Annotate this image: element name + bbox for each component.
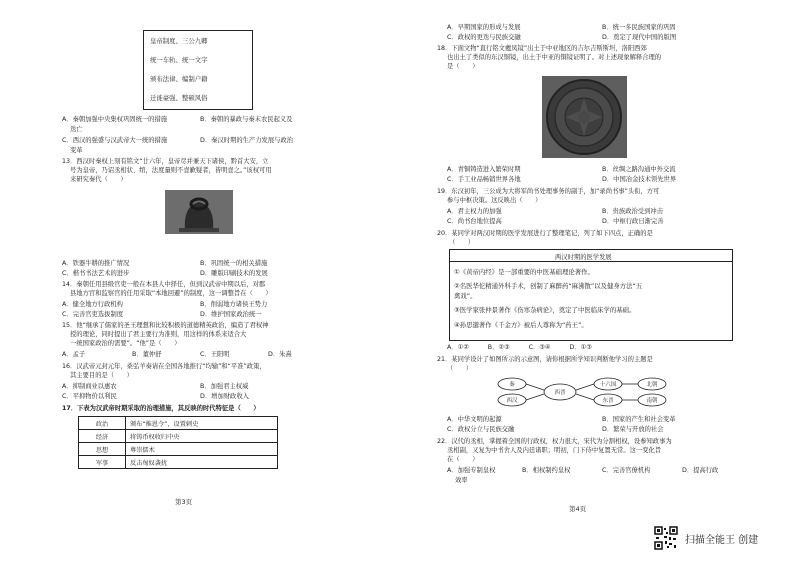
q12-option-d-cont: 变革: [70, 147, 83, 154]
q18-option-c: C．手工业品畅销世界各地: [447, 176, 521, 183]
q12-option-d: D．秦汉时期的生产力发展与政治: [200, 137, 294, 144]
q15-option-d: D．朱熹: [268, 351, 292, 358]
watermark-brand: 扫描全能王 创建: [685, 535, 759, 546]
q22-stem: 丞相副，又复为中书舍人及内廷诸职；明初，门下侍中复置无常。这一变化旨: [447, 447, 662, 454]
diagram-node-label: 南朝: [646, 398, 658, 404]
q15-option-c: C．王阳明: [200, 351, 230, 358]
diagram-node-label: 西汉: [506, 398, 518, 404]
q18-stem: 是（ ）: [447, 63, 479, 70]
q13-option-a: A．铁器牛耕的推广情况: [62, 260, 130, 267]
q18-stem: 也出土了类似的东汉铜镜，出土于中亚的铜镜证明了。对上述现象解释合理的: [447, 54, 662, 61]
q22-option-b: B．相权制约皇权: [522, 467, 571, 474]
q19-stem: 参与中枢决策。这反映出（ ）: [447, 197, 542, 204]
table-cell: 思想: [79, 443, 126, 456]
q22-option-d-cont: 效率: [455, 477, 468, 484]
q15-option-a: A．孟子: [62, 351, 86, 358]
q16-option-d: D．增加财政收入: [200, 393, 249, 400]
q20-options: A．①② B．②③ C．③④ D．①③: [447, 344, 592, 351]
q19-option-d: D．中枢行政日渐完善: [602, 218, 664, 225]
table-cell: 军事: [79, 456, 126, 469]
q19-option-c: C．尚书台地位提高: [447, 218, 502, 225]
bronze-mirror-photo: [542, 76, 627, 158]
q12-box: [143, 30, 253, 110]
q19-option-a: A．君主权力的加强: [447, 208, 502, 215]
right-page: [397, 0, 794, 561]
q17-table: [78, 416, 278, 469]
table-cell: 经济: [79, 430, 126, 443]
q15-option-b: B．董仲舒: [132, 351, 162, 358]
q21-stem: 21．某同学设计了如图所示的示意图，请你根据所学知识判断他学习的主题是: [437, 356, 653, 363]
table-row: [79, 430, 278, 443]
q16-option-a: A．抑制商业以惠农: [62, 383, 117, 390]
table-cell: 反击匈奴袭扰: [126, 456, 278, 469]
q17-option-b: B．统一多民族国家的巩固: [602, 24, 676, 31]
q18-option-d: D．中国冶金技术领先世界: [602, 176, 677, 183]
q13-option-c: C．楷书书法艺术的进步: [62, 270, 130, 277]
table-row: [79, 443, 278, 456]
q14-stem: 14．秦朝任用县级官吏一般在本县人中择任，但到汉武帝中期以后，对郡: [62, 281, 266, 288]
q17-option-d: D．奠定了现代中国的版图: [602, 34, 677, 41]
q20-item: ①《黄帝内经》是一部重要的中医基础理论著作。: [454, 268, 594, 276]
q12-option-c: C．西汉的强盛与汉武帝大一统的措施: [62, 137, 168, 144]
q15-stem: 15．他“继承了儒家的圣王理想和比较积极的道德精英政治，编造了君权神: [62, 322, 269, 329]
q20-box-title: 两汉时期的医学发展: [555, 254, 612, 261]
diagram-node-label: 东晋: [602, 398, 614, 404]
q20-box: [449, 249, 733, 341]
q18-option-a: A．青铜铸造进入繁荣时期: [447, 166, 521, 173]
diagram-node-label: 秦: [509, 382, 515, 388]
q22-option-d: D．提高行政: [682, 467, 719, 474]
q17-stem: 17．下表为汉武帝时期采取的治理措施，其反映的时代特征是（ ）: [62, 405, 260, 412]
table-cell: 颁布“推恩令”，设置刺史: [126, 417, 278, 430]
table-cell: 政治: [79, 417, 126, 430]
q22-stem: 在（ ）: [447, 456, 479, 463]
page-number: 第3页: [175, 498, 193, 506]
q14-option-a: A．健全地方行政机构: [62, 301, 123, 308]
q21-option-c: C．政权分立与民族交融: [447, 426, 515, 433]
q14-stem: 县地方官和监察官的任用采取“本地回避”的制度，这一调整旨在（ ）: [70, 290, 272, 297]
q13-stem: 来研究秦代（ ）: [70, 176, 127, 183]
q18-option-b: B．丝绸之路沟通中外交流: [602, 166, 676, 173]
table-row: [79, 417, 278, 430]
q20-item: ②名医华佗精通外科手术，创制了麻醉药“麻沸散”以及健身方法“五: [454, 282, 643, 290]
q20-item: ④孙思邈著作《千金方》被后人尊称为“药王”。: [454, 321, 588, 329]
q14-option-b: B．削弱地方诸侯王势力: [200, 301, 268, 308]
q12-box-line: 颁布法律、编制户籍: [150, 75, 208, 83]
q15-stem: 授的理论，同时提出了君主要行为准则，用这样的体系来适合大: [70, 331, 247, 338]
diagram-node-label: 西晋: [554, 390, 566, 396]
q12-box-line: 皇帝制度、三公九卿: [150, 37, 208, 45]
q12-option-b: B．秦朝的暴政与秦末农民起义及: [200, 116, 293, 123]
q19-stem: 19．东汉初年，三公成为大将军尚书处理事务的副手，加“录尚书事”头衔，方可: [437, 188, 660, 195]
q14-option-d: D．维护国家政治统一: [200, 311, 262, 318]
q16-stem: 其主要目的是（ ）: [70, 372, 133, 379]
table-cell: 尊崇儒术: [126, 443, 278, 456]
q13-option-b: B．巩固统一的相关措施: [200, 260, 268, 267]
q18-stem: 18．下面文物“直行铭文夔凤镜”出土于中亚地区的吉尔吉斯斯坦，洛阳西郊: [437, 45, 647, 52]
q13-stem: 13．西汉时秦权上刻有铭文“廿六年，皇帝尽并兼天下诸侯，黔首大安，立: [62, 158, 269, 165]
q20-item: ③医学家张仲景著作《伤寒杂病论》，奠定了中医临床学的基础。: [454, 306, 636, 314]
dynasty-diagram: [492, 372, 692, 412]
diagram-node-label: 十六国: [599, 382, 617, 388]
q12-option-a: A．秦朝加强中央集权巩固统一的措施: [62, 116, 168, 123]
q15-stem: 一统国家政治的需要”。“他”是（ ）: [70, 340, 181, 347]
q20-item: 禽戏”。: [454, 292, 477, 300]
q13-stem: 号为皇帝，乃诏丞相状、绾，法度量则不壹歉疑者，皆明壹之。”该权可用: [70, 167, 272, 174]
q20-stem: 20．某同学对两汉时期的医学发展进行了整理笔记，列了如下四点，正确的是: [437, 230, 653, 237]
qr-code-icon: [654, 526, 678, 550]
q22-option-c: C．完善官僚机构: [602, 467, 651, 474]
q16-stem: 16．汉武帝元封元年，桑弘羊奏请在全国各地推行“均输”和“平准”政策，: [62, 363, 266, 370]
q16-option-c: C．平抑物价以利民: [62, 393, 117, 400]
q22-stem: 22．汉代的丞相，掌握着全国的行政权，权力很大，宋代为分割相权，设参知政事为: [437, 438, 672, 445]
q16-option-b: B．加强君主权威: [200, 383, 249, 390]
qin-weight-photo: [165, 190, 233, 234]
q12-option-a-cont: 迭亡: [70, 126, 83, 133]
page-number: 第4页: [569, 505, 587, 513]
q21-option-d: D．繁荣与开放的社会: [602, 426, 664, 433]
q21-option-b: B．国家的产生和社会变革: [602, 416, 676, 423]
diagram-node-label: 北朝: [646, 382, 658, 388]
q12-box-line: 迁徙豪强、整顿风俗: [150, 94, 208, 102]
q19-option-b: B．贵族政治受到冲击: [602, 208, 663, 215]
q14-option-c: C．完善官吏选拔制度: [62, 311, 124, 318]
q13-option-d: D．雕版印刷技术的发展: [200, 270, 268, 277]
q17-option-c: C．政权的更迭与民族交融: [447, 34, 521, 41]
table-row: [79, 456, 278, 469]
q22-option-a: A．加强专制皇权: [447, 467, 496, 474]
q17-option-a: A．早期国家的形成与发展: [447, 24, 521, 31]
q21-stem: （ ）: [447, 365, 473, 372]
table-cell: 将铸币权收归中央: [126, 430, 278, 443]
q20-paren: （ ）: [449, 239, 475, 246]
q12-box-line: 统一车轨、统一文字: [150, 56, 208, 64]
q21-option-a: A．中华文明的起源: [447, 416, 502, 423]
